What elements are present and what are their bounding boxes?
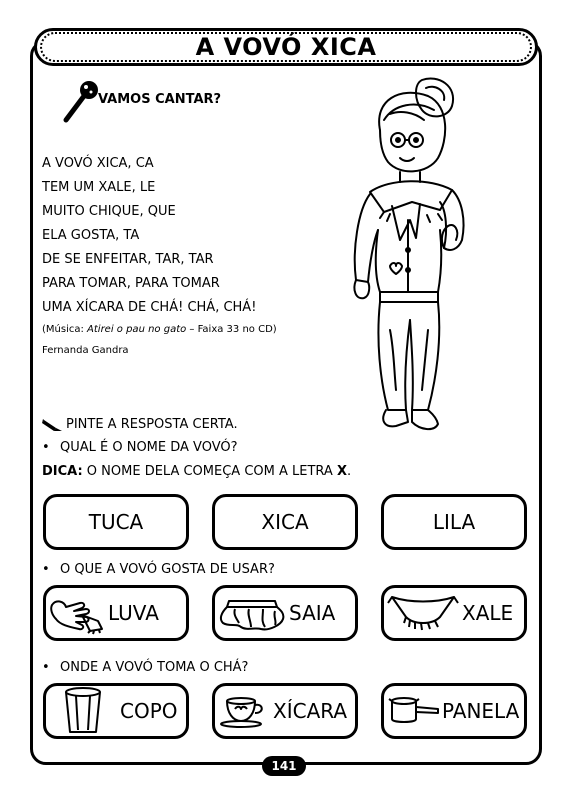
- skirt-icon: [215, 593, 289, 633]
- hint-label: DICA:: [42, 464, 83, 479]
- lyric-line: UMA XÍCARA DE CHÁ! CHÁ, CHÁ!: [42, 300, 257, 315]
- glove-icon: [46, 591, 108, 635]
- lyric-line: MUITO CHIQUE, QUE: [42, 204, 176, 219]
- question-3-text: ONDE A VOVÓ TOMA O CHÁ?: [60, 660, 249, 675]
- option-label: LUVA: [108, 601, 159, 625]
- question-3: • ONDE A VOVÓ TOMA O CHÁ?: [42, 660, 249, 675]
- question-2: • O QUE A VOVÓ GOSTA DE USAR?: [42, 562, 275, 577]
- answer-option-lila[interactable]: [381, 494, 527, 550]
- credit-song-title: Atirei o pau no gato: [87, 324, 187, 335]
- grandmother-illustration: [330, 70, 490, 440]
- cup-icon: [46, 686, 120, 736]
- teacup-icon: [215, 691, 273, 731]
- page-title: A VOVÓ XICA: [195, 33, 377, 61]
- lyric-line: ELA GOSTA, TA: [42, 228, 140, 243]
- question-1-text: QUAL É O NOME DA VOVÓ?: [60, 440, 238, 455]
- instruction-text: PINTE A RESPOSTA CERTA.: [66, 416, 238, 432]
- hint-letter: X: [336, 464, 347, 479]
- hint-text: O NOME DELA COMEÇA COM A LETRA: [82, 464, 337, 479]
- answer-option-xica[interactable]: [212, 494, 358, 550]
- option-label: PANELA: [442, 699, 520, 723]
- option-label: XICA: [261, 510, 309, 534]
- answer-option-luva[interactable]: [43, 585, 189, 641]
- pencil-icon: [42, 416, 64, 432]
- option-label: COPO: [120, 699, 178, 723]
- hint: [42, 464, 351, 479]
- question-2-text: O QUE A VOVÓ GOSTA DE USAR?: [60, 562, 275, 577]
- shawl-icon: [384, 591, 462, 635]
- option-label: LILA: [432, 510, 476, 534]
- instruction: [42, 416, 238, 432]
- option-label: SAIA: [289, 601, 336, 625]
- page-number: 141: [262, 756, 306, 776]
- credit-prefix: (Música:: [42, 324, 88, 335]
- option-label: XALE: [462, 601, 514, 625]
- credit-suffix: – Faixa 33 no CD): [186, 324, 277, 335]
- song-credit: [42, 324, 277, 335]
- answer-option-tuca[interactable]: [43, 494, 189, 550]
- lyric-line: TEM UM XALE, LE: [42, 180, 156, 195]
- credit-author: Fernanda Gandra: [42, 345, 129, 356]
- answer-option-saia[interactable]: [212, 585, 358, 641]
- lyric-line: PARA TOMAR, PARA TOMAR: [42, 276, 220, 291]
- option-label: TUCA: [88, 510, 144, 534]
- pot-icon: [384, 691, 442, 731]
- hint-end: .: [346, 464, 352, 479]
- lyric-line: DE SE ENFEITAR, TAR, TAR: [42, 252, 214, 267]
- microphone-icon: [60, 76, 100, 124]
- option-label: XÍCARA: [273, 699, 348, 723]
- answer-option-panela[interactable]: [381, 683, 527, 739]
- answer-option-xicara[interactable]: [212, 683, 358, 739]
- section-header: VAMOS CANTAR?: [98, 92, 222, 107]
- question-1: • QUAL É O NOME DA VOVÓ?: [42, 440, 238, 455]
- answer-option-xale[interactable]: [381, 585, 527, 641]
- lyric-line: A VOVÓ XICA, CA: [42, 156, 154, 171]
- song-lyrics: [42, 152, 256, 320]
- answer-option-copo[interactable]: [43, 683, 189, 739]
